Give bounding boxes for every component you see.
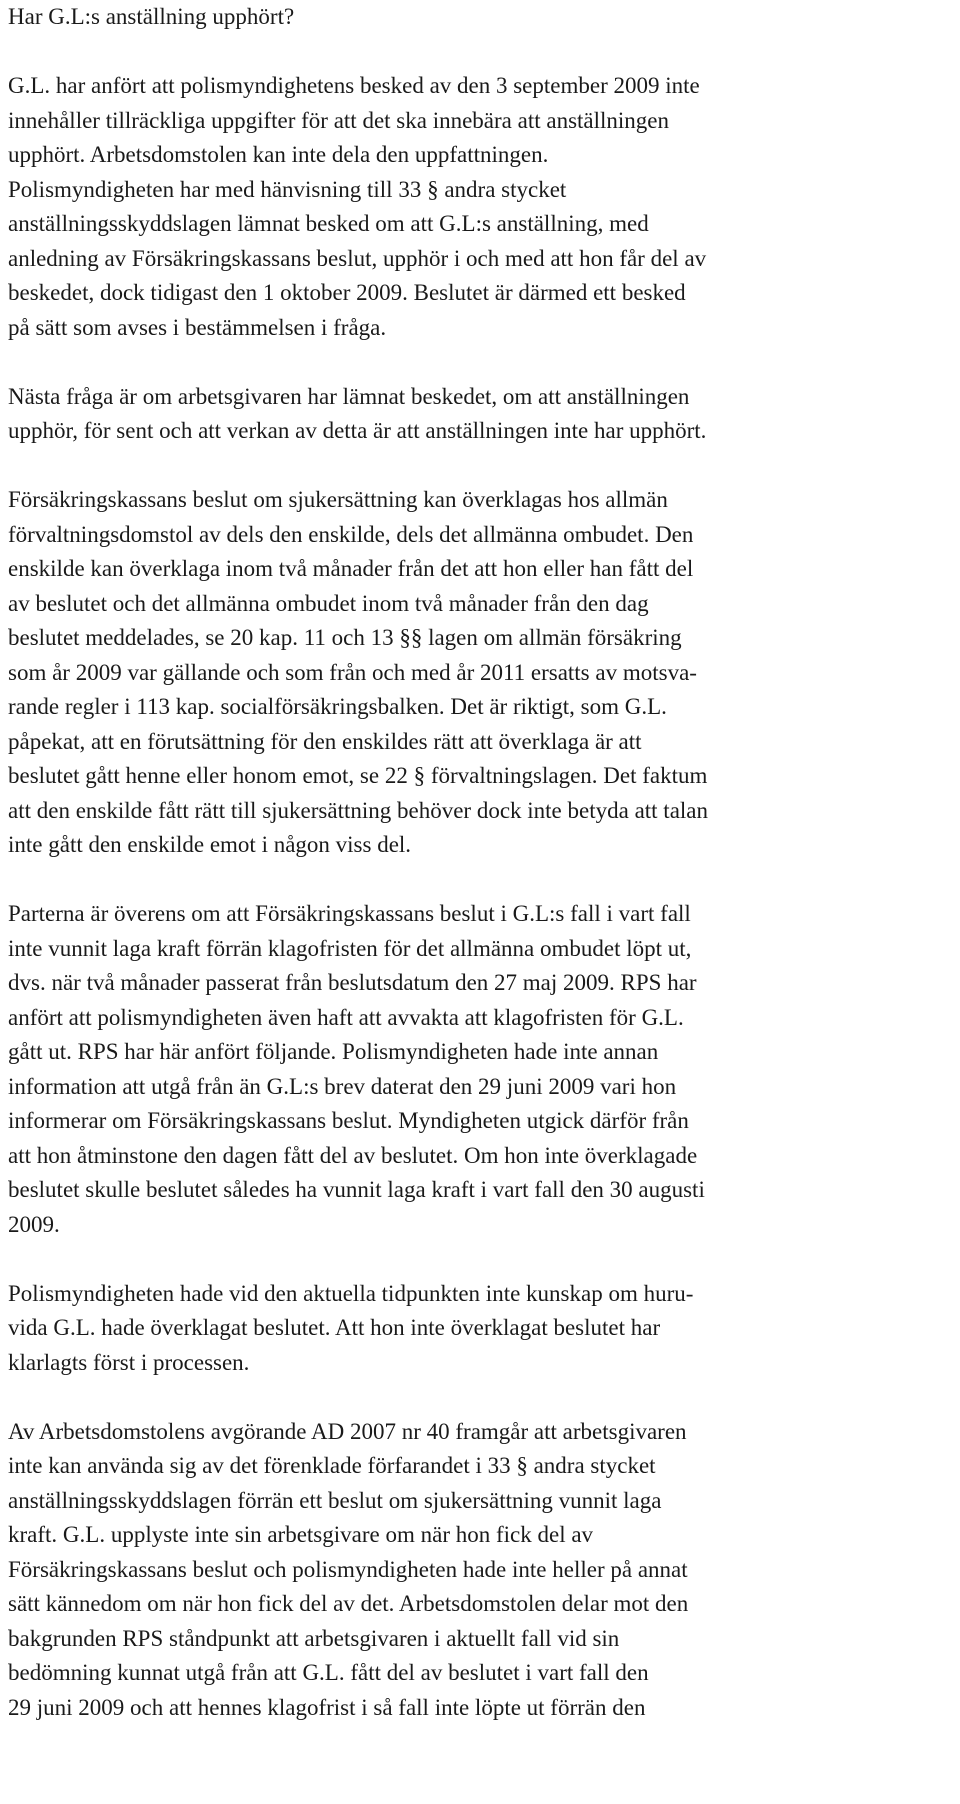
paragraph-line: Försäkringskassans beslut och polismyndigheten hade inte heller på annat bbox=[8, 1556, 688, 1582]
paragraph-line: inte vunnit laga kraft förrän klagofristen för det allmänna ombudet löpt ut, bbox=[8, 935, 692, 961]
paragraph-line: 2009. bbox=[8, 1211, 60, 1237]
paragraph-line: att hon åtminstone den dagen fått del av beslutet. Om hon inte överklagade bbox=[8, 1142, 698, 1168]
paragraph-line: sätt kännedom om när hon fick del av det. Arbetsdomstolen delar mot den bbox=[8, 1591, 689, 1616]
paragraph-line: Av Arbetsdomstolens avgörande AD 2007 nr 40 framgår att arbetsgivaren bbox=[8, 1418, 687, 1444]
paragraph-spacer bbox=[8, 449, 960, 484]
paragraph-line: G.L. har anfört att polismyndighetens besked av den 3 september 2009 inte bbox=[8, 73, 700, 98]
paragraph-line: beslutet skulle beslutet således ha vunnit laga kraft i vart fall den 30 augusti bbox=[8, 1177, 705, 1202]
paragraph-line: beslutet meddelades, se 20 kap. 11 och 13 §§ lagen om allmän försäkring bbox=[8, 625, 682, 650]
paragraph-line: anställningsskyddslagen lämnat besked om att G.L:s anställning, med bbox=[8, 211, 649, 236]
paragraph-line: anfört att polismyndigheten även haft att avvakta att klagofristen för G.L. bbox=[8, 1004, 684, 1030]
paragraph-line: kraft. G.L. upplyste inte sin arbetsgivare om när hon fick del av bbox=[8, 1522, 594, 1547]
paragraph-line: Nästa fråga är om arbetsgivaren har lämnat beskedet, om att anställningen bbox=[8, 383, 690, 409]
paragraph-line: Parterna är överens om att Försäkringskassans beslut i G.L:s fall i vart fall bbox=[8, 901, 691, 926]
paragraph-line: informerar om Försäkringskassans beslut. Myndigheten utgick därför från bbox=[8, 1108, 689, 1133]
paragraph-line: anställningsskyddslagen förrän ett beslut om sjukersättning vunnit laga bbox=[8, 1487, 662, 1513]
paragraph-line: innehåller tillräckliga uppgifter för att det ska innebära att anställningen bbox=[8, 107, 670, 133]
paragraph-line: enskilde kan överklaga inom två månader från det att hon eller han fått del bbox=[8, 556, 694, 581]
paragraph-line: av beslutet och det allmänna ombudet inom två månader från den dag bbox=[8, 590, 649, 616]
paragraph-line: anledning av Försäkringskassans beslut, upphör i och med att hon får del av bbox=[8, 245, 707, 271]
paragraph-line: upphör, för sent och att verkan av detta är att anställningen inte har upphört. bbox=[8, 418, 707, 443]
paragraph bbox=[8, 69, 960, 345]
paragraph-line: beslutet gått henne eller honom emot, se 22 § förvaltningslagen. Det faktum bbox=[8, 763, 708, 788]
paragraph bbox=[8, 380, 960, 449]
paragraph-line: på sätt som avses i bestämmelsen i fråga. bbox=[8, 314, 387, 340]
paragraph-line: som år 2009 var gällande och som från och med år 2011 ersatts av motsva- bbox=[8, 659, 697, 685]
paragraph-line: information att utgå från än G.L:s brev daterat den 29 juni 2009 vari hon bbox=[8, 1073, 677, 1099]
paragraph-line: upphört. Arbetsdomstolen kan inte dela den uppfattningen. bbox=[8, 142, 549, 167]
paragraph bbox=[8, 483, 960, 863]
paragraph-line: inte kan använda sig av det förenklade förfarandet i 33 § andra stycket bbox=[8, 1453, 656, 1478]
paragraph-line: förvaltningsdomstol av dels den enskilde, dels det allmänna ombudet. Den bbox=[8, 521, 694, 547]
paragraph bbox=[8, 1415, 960, 1726]
paragraph-line: Polismyndigheten hade vid den aktuella tidpunkten inte kunskap om huru- bbox=[8, 1280, 694, 1306]
document-page bbox=[8, 0, 960, 1725]
paragraph-line: gått ut. RPS har här anfört följande. Polismyndigheten hade inte annan bbox=[8, 1039, 659, 1064]
paragraph-line: klarlagts först i processen. bbox=[8, 1349, 250, 1375]
paragraph-spacer bbox=[8, 345, 960, 380]
paragraph-line: bakgrunden RPS ståndpunkt att arbetsgivaren i aktuellt fall vid sin bbox=[8, 1625, 620, 1651]
paragraph-line: rande regler i 113 kap. socialförsäkringsbalken. Det är riktigt, som G.L. bbox=[8, 694, 667, 719]
paragraph-spacer bbox=[8, 1380, 960, 1415]
paragraph-line: Försäkringskassans beslut om sjukersättning kan överklagas hos allmän bbox=[8, 487, 668, 512]
paragraph-line: inte gått den enskilde emot i någon viss del. bbox=[8, 832, 412, 857]
paragraph bbox=[8, 1277, 960, 1381]
document-body bbox=[8, 69, 960, 1725]
paragraph bbox=[8, 897, 960, 1242]
document-heading: Har G.L:s anställning upphört? bbox=[8, 4, 295, 29]
paragraph-line: Polismyndigheten har med hänvisning till 33 § andra stycket bbox=[8, 176, 567, 202]
paragraph-line: vida G.L. hade överklagat beslutet. Att hon inte överklagat beslutet har bbox=[8, 1315, 661, 1340]
paragraph-line: påpekat, att en förutsättning för den enskildes rätt att överklaga är att bbox=[8, 728, 642, 754]
paragraph-spacer bbox=[8, 35, 960, 70]
paragraph-line: att den enskilde fått rätt till sjukersättning behöver dock inte betyda att talan bbox=[8, 797, 709, 823]
paragraph-spacer bbox=[8, 1242, 960, 1277]
paragraph-line: beskedet, dock tidigast den 1 oktober 2009. Beslutet är därmed ett besked bbox=[8, 280, 686, 305]
paragraph-spacer bbox=[8, 863, 960, 898]
paragraph-line: bedömning kunnat utgå från att G.L. fått del av beslutet i vart fall den bbox=[8, 1660, 649, 1685]
paragraph-line: dvs. när två månader passerat från beslutsdatum den 27 maj 2009. RPS har bbox=[8, 970, 697, 995]
paragraph-line: 29 juni 2009 och att hennes klagofrist i så fall inte löpte ut förrän den bbox=[8, 1694, 646, 1720]
